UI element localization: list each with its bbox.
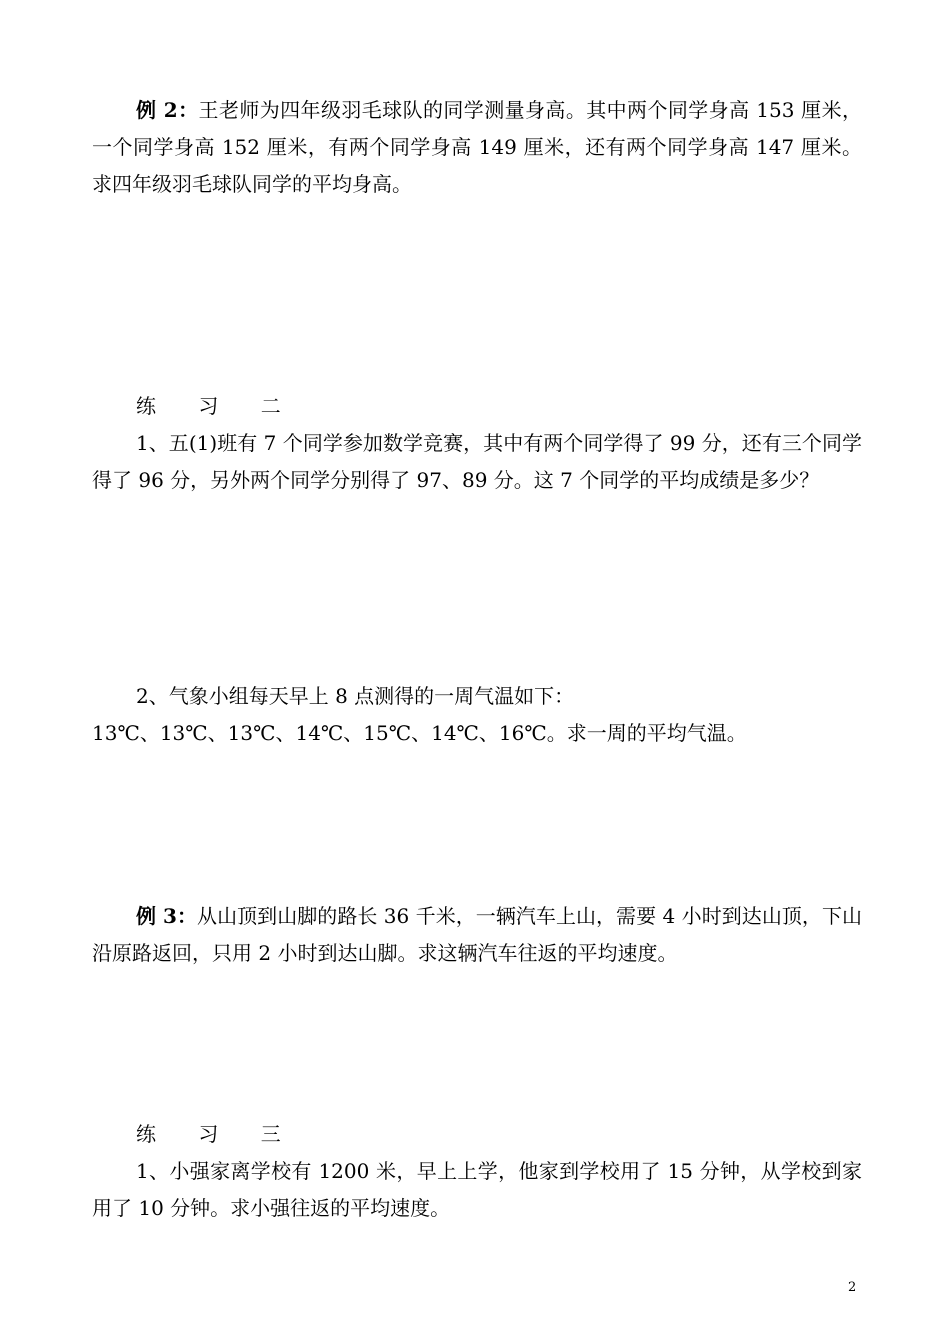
example-3-paragraph: [92, 898, 862, 972]
exercise-2-question-2-line-1: 2、气象小组每天早上 8 点测得的一周气温如下：: [136, 684, 575, 708]
exercise-3-heading: 练 习 三: [136, 1122, 299, 1146]
example-3-label: 例 3：: [136, 904, 198, 928]
example-2-text: 王老师为四年级羽毛球队的同学测量身高。其中两个同学身高 153 厘米，一个同学身高 152 厘米，有两个同学身高 149 厘米，还有两个同学身高 147 厘米。求四年级羽毛球队同学的平均身高。: [92, 98, 862, 196]
exercise-2-question-1: 1、五(1)班有 7 个同学参加数学竞赛，其中有两个同学得了 99 分，还有三个同学得了 96 分，另外两个同学分别得了 97、89 分。这 7 个同学的平均成绩是多少？: [92, 431, 862, 492]
exercise-2-question-2-line-2: 13℃、13℃、13℃、14℃、15℃、14℃、16℃。求一周的平均气温。: [92, 721, 747, 745]
example-2-paragraph: [92, 92, 862, 203]
example-3-text: 从山顶到山脚的路长 36 千米，一辆汽车上山，需要 4 小时到达山顶，下山沿原路返回，只用 2 小时到达山脚。求这辆汽车往返的平均速度。: [92, 904, 862, 965]
exercise-2-heading: 练 习 二: [136, 394, 299, 418]
exercise-3-question-1: 1、小强家离学校有 1200 米，早上上学，他家到学校用了 15 分钟，从学校到家用了 10 分钟。求小强往返的平均速度。: [92, 1159, 862, 1220]
example-2-label: 例 2：: [136, 98, 199, 122]
page-number: 2: [848, 1280, 857, 1295]
